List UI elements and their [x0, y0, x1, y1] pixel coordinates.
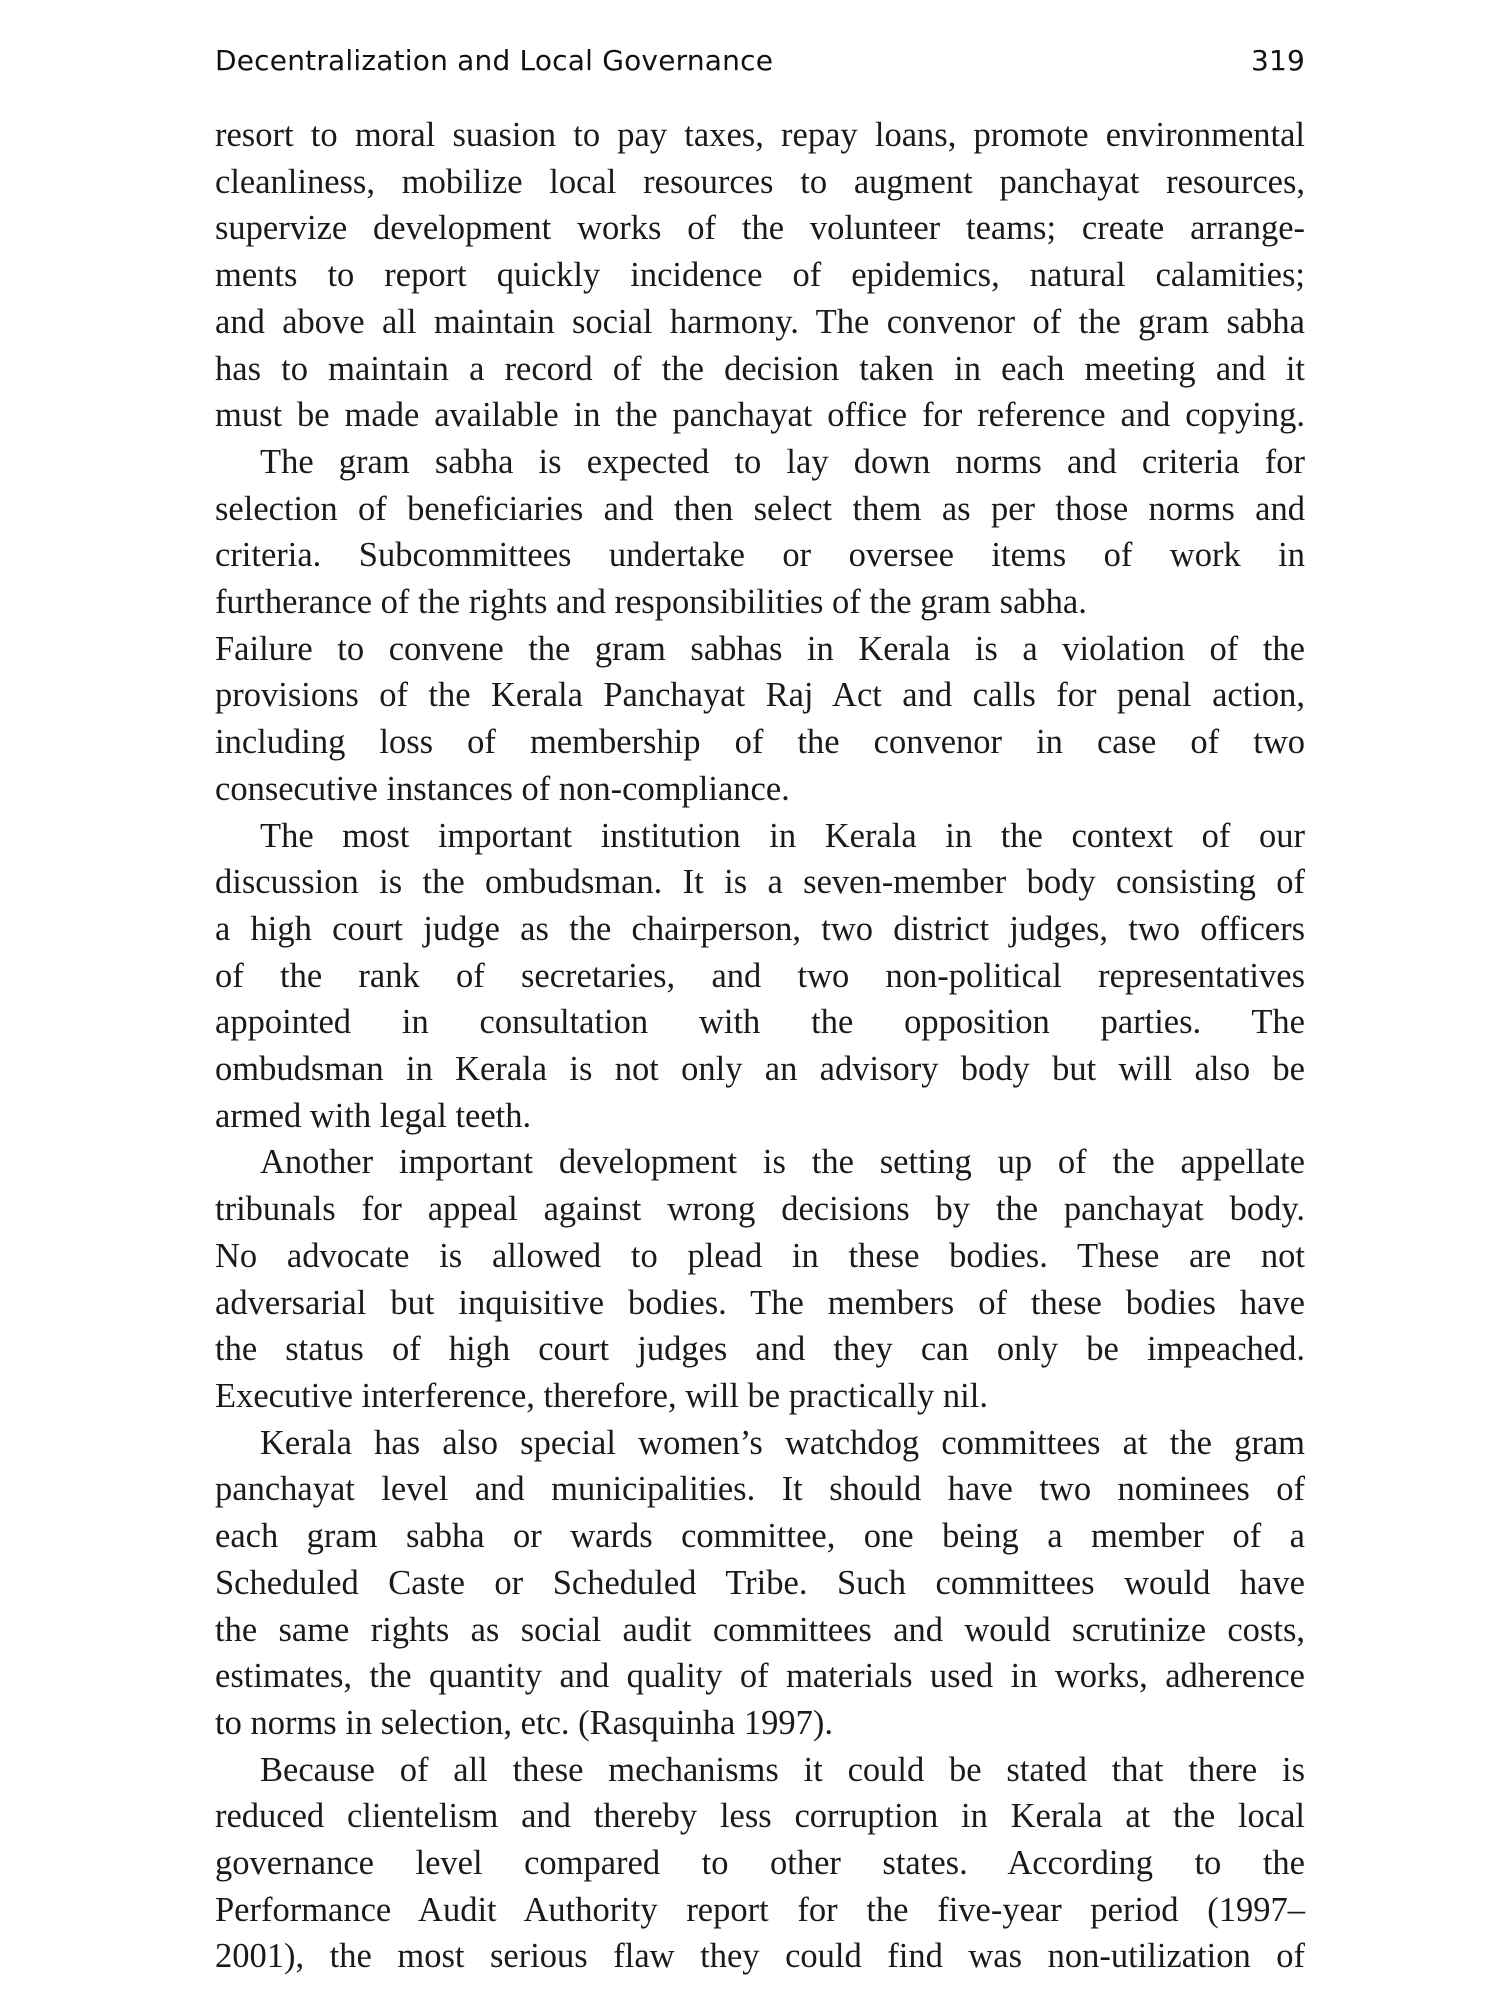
text-line: the same rights as social audit committees and would scrutinize costs,: [215, 1610, 1305, 1649]
text-line: tribunals for appeal against wrong decisions by the panchayat body.: [215, 1190, 1305, 1229]
text-line: ombudsman in Kerala is not only an advisory body but will also be: [215, 1050, 1305, 1089]
text-line: a high court judge as the chairperson, two district judges, two officers: [215, 909, 1305, 948]
text-line: Executive interference, therefore, will be practically nil.: [215, 1376, 988, 1415]
text-line: estimates, the quantity and quality of materials used in works, adherence: [215, 1657, 1305, 1696]
text-line: has to maintain a record of the decision taken in each meeting and it: [215, 349, 1305, 388]
text-line: ments to report quickly incidence of epidemics, natural calamities;: [215, 256, 1305, 295]
text-line: cleanliness, mobilize local resources to augment panchayat resources,: [215, 162, 1305, 201]
text-line: The gram sabha is expected to lay down norms and criteria for: [260, 442, 1305, 481]
text-line: governance level compared to other states. According to the: [215, 1844, 1305, 1883]
text-line: consecutive instances of non-compliance.: [215, 769, 790, 808]
text-line: No advocate is allowed to plead in these bodies. These are not: [215, 1236, 1305, 1275]
text-line: reduced clientelism and thereby less corruption in Kerala at the local: [215, 1797, 1305, 1836]
book-page: [215, 0, 1305, 2000]
text-line: Kerala has also special women’s watchdog committees at the gram: [260, 1423, 1305, 1462]
text-line: discussion is the ombudsman. It is a seven-member body consisting of: [215, 863, 1305, 902]
text-line: of the rank of secretaries, and two non-political representatives: [215, 956, 1305, 995]
text-line: including loss of membership of the convenor in case of two: [215, 723, 1305, 762]
text-line: criteria. Subcommittees undertake or oversee items of work in: [215, 536, 1305, 575]
text-line: armed with legal teeth.: [215, 1096, 532, 1135]
text-line: furtherance of the rights and responsibilities of the gram sabha.: [215, 583, 1087, 622]
body-text: [215, 112, 1305, 1980]
text-line: Performance Audit Authority report for the five-year period (1997–: [215, 1890, 1305, 1929]
text-line: to norms in selection, etc. (Rasquinha 1997).: [215, 1703, 834, 1742]
text-line: supervize development works of the volunteer teams; create arrange-: [215, 209, 1305, 248]
text-line: 2001), the most serious flaw they could find was non-utilization of: [215, 1937, 1305, 1976]
text-line: panchayat level and municipalities. It should have two nominees of: [215, 1470, 1305, 1509]
page-number: 319: [1250, 44, 1305, 77]
text-line: Another important development is the setting up of the appellate: [260, 1143, 1305, 1182]
text-line: provisions of the Kerala Panchayat Raj Act and calls for penal action,: [215, 676, 1305, 715]
text-line: must be made available in the panchayat office for reference and copying.: [215, 396, 1305, 435]
text-line: selection of beneficiaries and then select them as per those norms and: [215, 489, 1305, 528]
text-line: Because of all these mechanisms it could be stated that there is: [260, 1750, 1305, 1789]
text-line: appointed in consultation with the opposition parties. The: [215, 1003, 1305, 1042]
text-line: adversarial but inquisitive bodies. The members of these bodies have: [215, 1283, 1305, 1322]
text-line: resort to moral suasion to pay taxes, repay loans, promote environmental: [215, 116, 1305, 154]
text-line: The most important institution in Kerala in the context of our: [260, 816, 1305, 855]
chapter-title: Decentralization and Local Governance: [215, 44, 774, 77]
text-line: the status of high court judges and they can only be impeached.: [215, 1330, 1305, 1369]
text-line: and above all maintain social harmony. The convenor of the gram sabha: [215, 302, 1305, 341]
running-head: [215, 44, 1305, 88]
text-line: Failure to convene the gram sabhas in Kerala is a violation of the: [215, 629, 1305, 668]
text-line: Scheduled Caste or Scheduled Tribe. Such committees would have: [215, 1563, 1305, 1602]
text-line: each gram sabha or wards committee, one being a member of a: [215, 1517, 1305, 1556]
